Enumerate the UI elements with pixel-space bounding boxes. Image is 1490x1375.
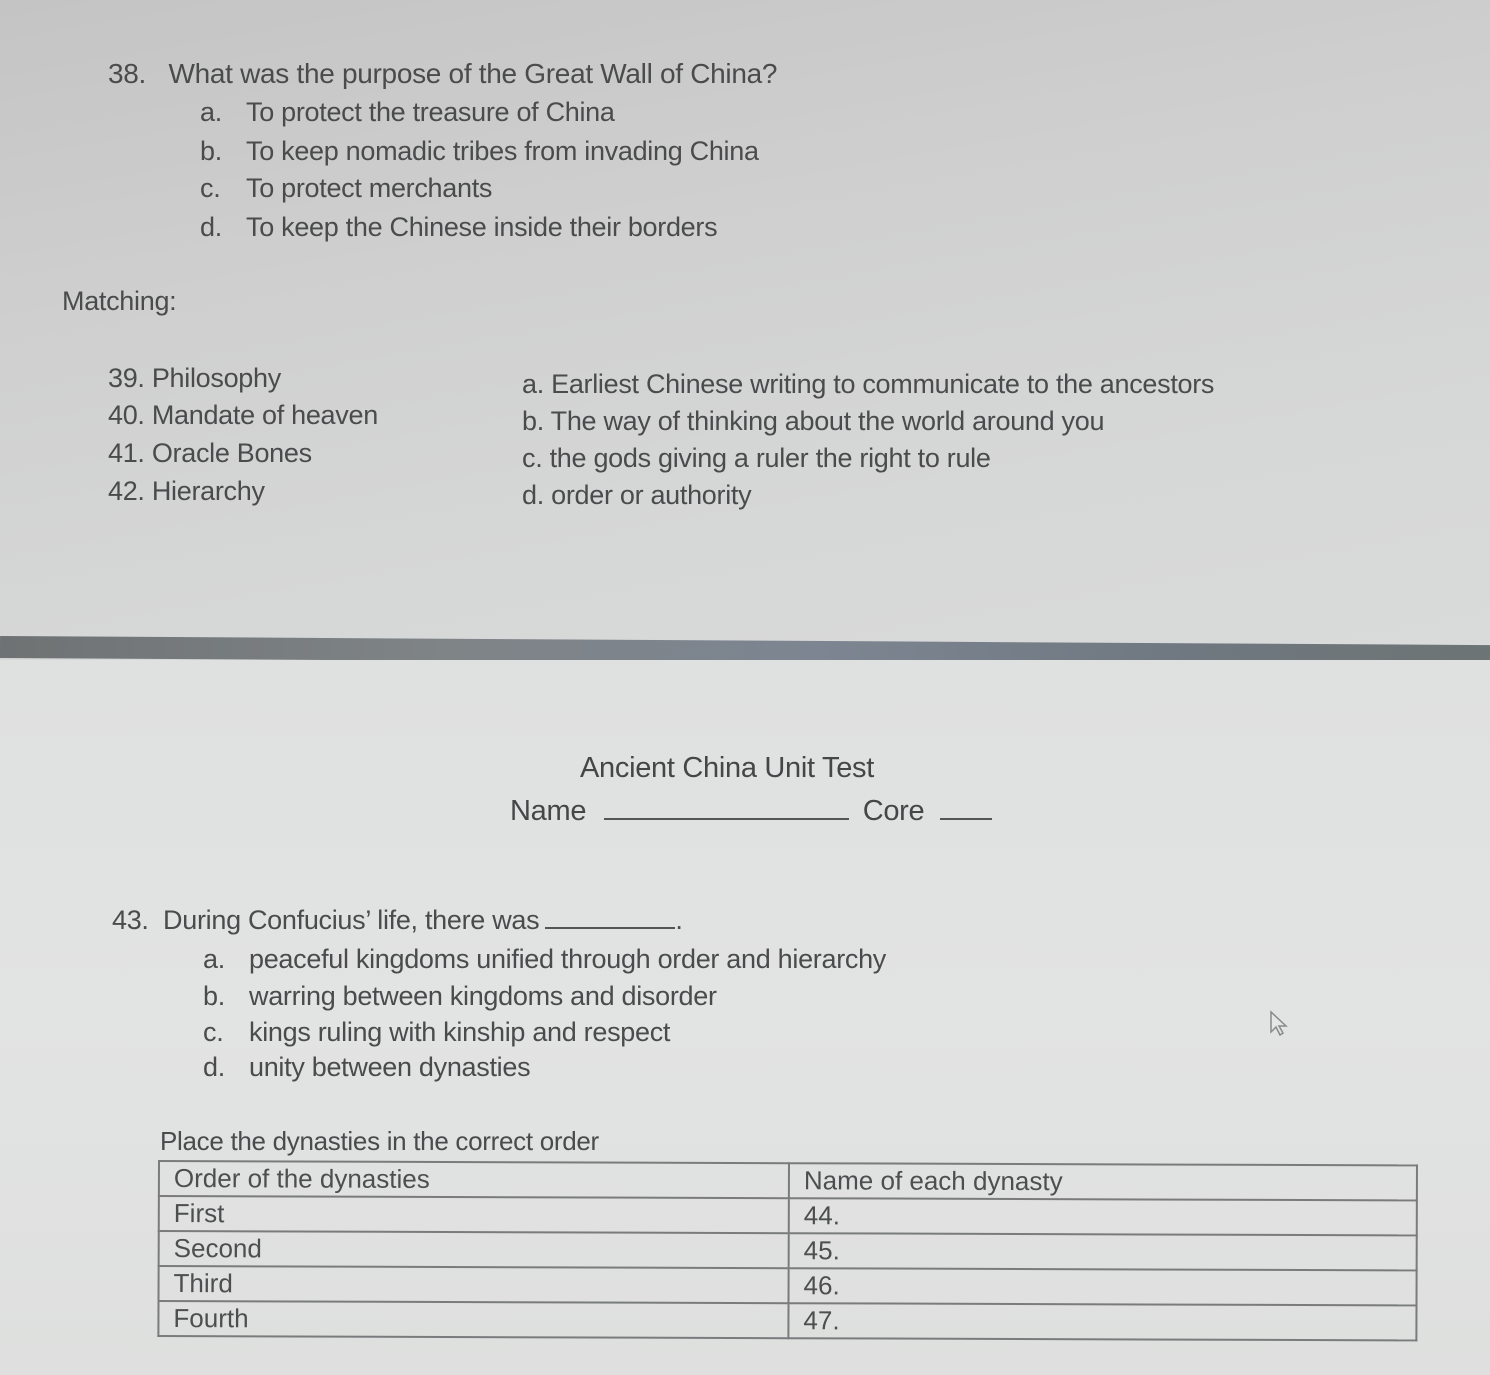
order-cell: Fourth bbox=[158, 1301, 788, 1338]
name-label: Name bbox=[510, 795, 587, 827]
matching-definition: a. Earliest Chinese writing to communicate to the ancestors bbox=[522, 369, 1215, 399]
table-header-row bbox=[159, 1161, 1417, 1200]
dynasty-name-cell[interactable]: 46. bbox=[789, 1268, 1417, 1305]
column-header: Name of each dynasty bbox=[789, 1163, 1417, 1200]
option-b: b. warring between kingdoms and disorder bbox=[203, 981, 717, 1011]
core-label: Core bbox=[862, 795, 925, 827]
question-text: What was the purpose of the Great Wall of China? bbox=[168, 58, 778, 89]
matching-term: 40. Mandate of heaven bbox=[108, 400, 378, 430]
option-c: c. kings ruling with kinship and respect bbox=[203, 1017, 671, 1047]
question-number: 38. bbox=[108, 58, 147, 89]
matching-definition: d. order or authority bbox=[522, 480, 752, 510]
name-blank[interactable] bbox=[604, 818, 849, 820]
core-blank[interactable] bbox=[940, 818, 992, 820]
matching-heading: Matching: bbox=[62, 286, 177, 316]
column-header: Order of the dynasties bbox=[159, 1161, 789, 1198]
dynasty-table bbox=[157, 1160, 1418, 1341]
order-cell: First bbox=[159, 1196, 789, 1233]
matching-term: 41. Oracle Bones bbox=[108, 438, 312, 468]
matching-term: 39. Philosophy bbox=[108, 363, 281, 393]
order-cell: Second bbox=[159, 1231, 789, 1268]
question-43: 43. During Confucius’ life, there was . bbox=[112, 905, 683, 935]
answer-blank[interactable] bbox=[545, 927, 675, 929]
table-row bbox=[158, 1301, 1416, 1340]
option-b: b. To keep nomadic tribes from invading China bbox=[200, 136, 759, 166]
name-field-row bbox=[510, 795, 992, 828]
table-row bbox=[159, 1266, 1417, 1305]
option-a: a. To protect the treasure of China bbox=[200, 97, 615, 127]
matching-term: 42. Hierarchy bbox=[108, 476, 265, 506]
test-title: Ancient China Unit Test bbox=[580, 752, 875, 784]
option-a: a. peaceful kingdoms unified through order and hierarchy bbox=[203, 944, 887, 974]
option-c: c. To protect merchants bbox=[200, 173, 493, 203]
option-d: d. To keep the Chinese inside their borders bbox=[200, 212, 718, 242]
dynasty-name-cell[interactable]: 47. bbox=[788, 1303, 1416, 1340]
previous-page bbox=[0, 0, 1490, 636]
table-row bbox=[159, 1231, 1417, 1270]
table-caption: Place the dynasties in the correct order bbox=[160, 1126, 599, 1156]
question-number: 43. bbox=[112, 905, 149, 935]
dynasty-name-cell[interactable]: 45. bbox=[789, 1233, 1417, 1270]
matching-definition: b. The way of thinking about the world around you bbox=[522, 406, 1105, 436]
option-d: d. unity between dynasties bbox=[203, 1052, 531, 1082]
table-row bbox=[159, 1196, 1417, 1235]
dynasty-name-cell[interactable]: 44. bbox=[789, 1198, 1417, 1235]
matching-definition: c. the gods giving a ruler the right to rule bbox=[522, 443, 991, 473]
mouse-pointer-icon bbox=[1268, 1010, 1288, 1038]
question-38 bbox=[108, 58, 777, 90]
question-text: During Confucius’ life, there was bbox=[163, 905, 540, 935]
order-cell: Third bbox=[159, 1266, 789, 1303]
